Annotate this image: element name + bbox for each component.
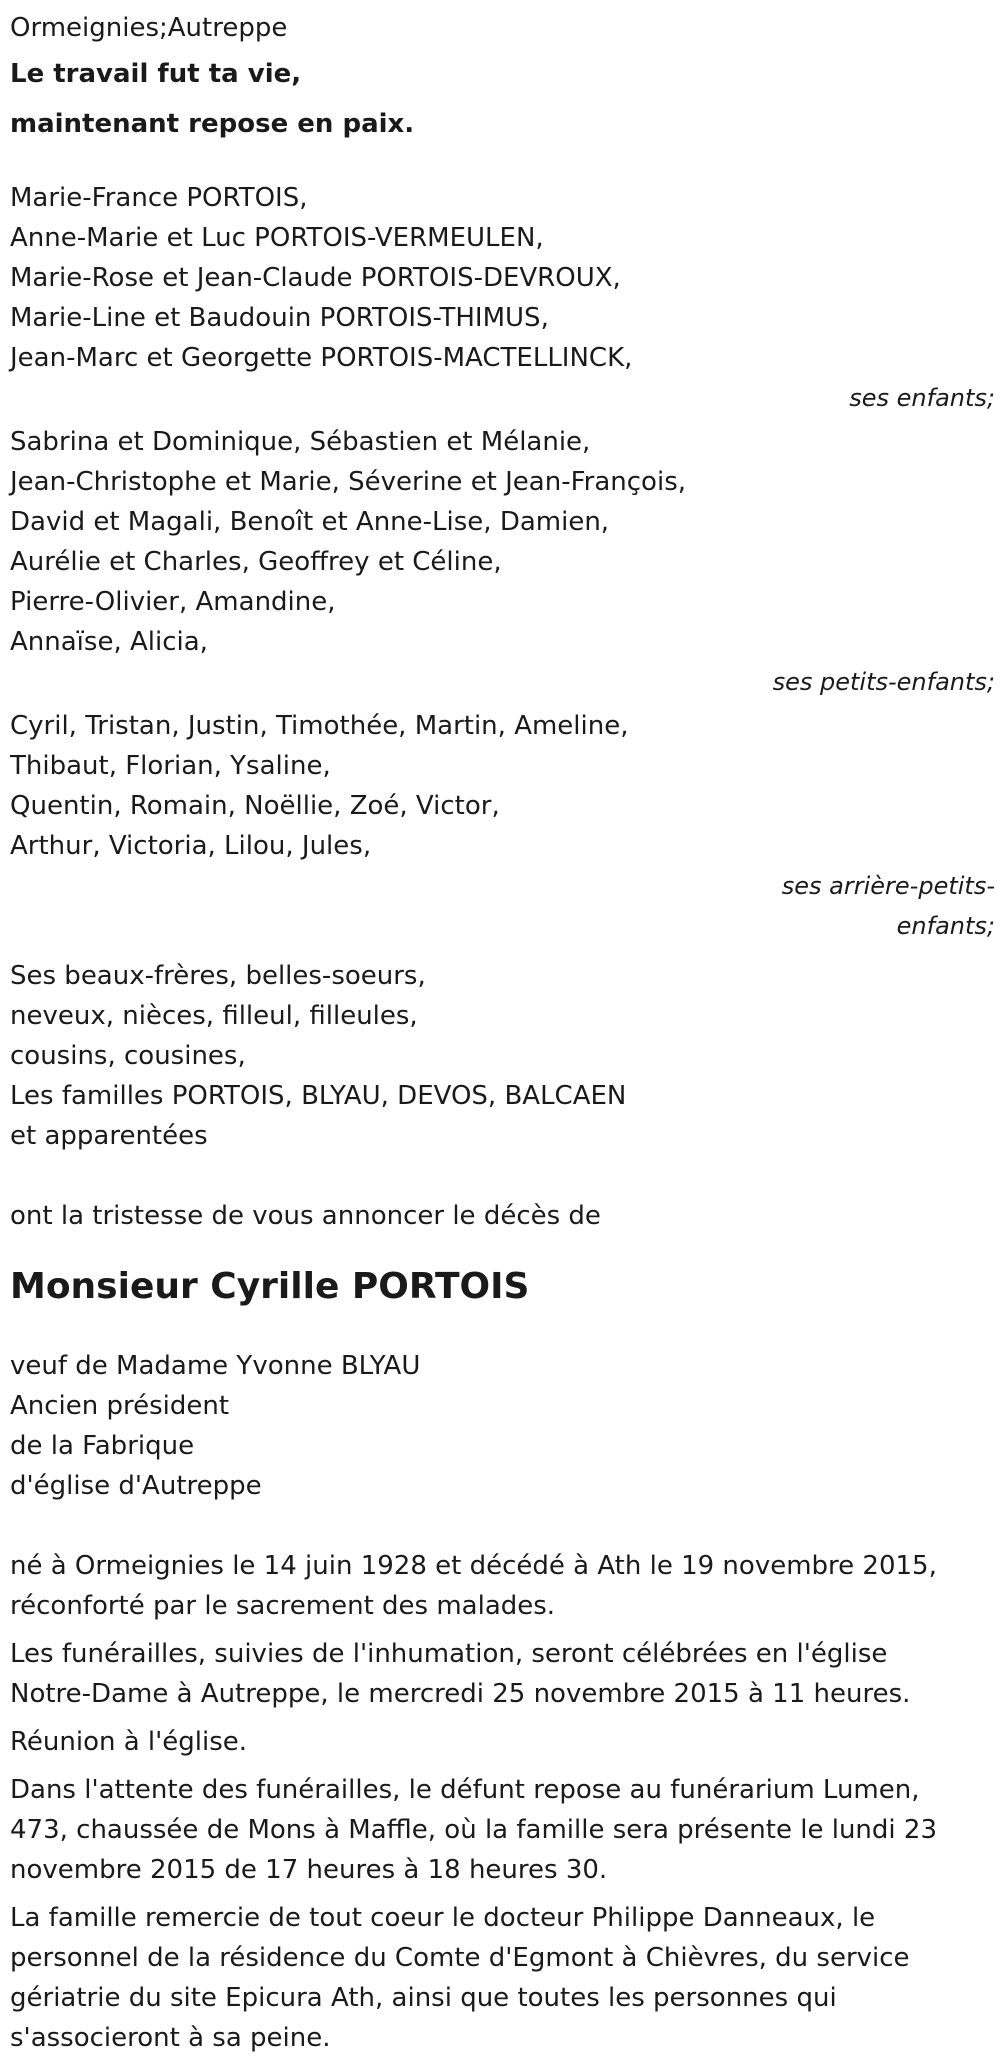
places: Ormeignies;Autreppe xyxy=(10,13,288,43)
great-grandchildren-role-2: enfants; xyxy=(896,912,995,940)
family-line: et apparentées xyxy=(10,1121,208,1151)
great-grandchild-line: Quentin, Romain, Noëllie, Zoé, Victor, xyxy=(10,791,500,821)
great-grandchildren-section xyxy=(10,706,995,946)
announcement: ont la tristesse de vous annoncer le décès de xyxy=(10,1201,601,1231)
child-line: Anne-Marie et Luc PORTOIS-VERMEULEN, xyxy=(10,223,544,253)
grandchild-line: David et Magali, Benoît et Anne-Lise, Damien, xyxy=(10,507,610,537)
wake-line-3: novembre 2015 de 17 heures à 18 heures 30. xyxy=(10,1855,608,1885)
funeral-line-2: Notre-Dame à Autreppe, le mercredi 25 novembre 2015 à 11 heures. xyxy=(10,1679,911,1709)
quote-line-1: Le travail fut ta vie, xyxy=(10,59,302,89)
child-line: Jean-Marc et Georgette PORTOIS-MACTELLINCK, xyxy=(10,343,633,373)
child-line: Marie-Rose et Jean-Claude PORTOIS-DEVROUX, xyxy=(10,263,621,293)
wake-line-1: Dans l'attente des funérailles, le défunt repose au funérarium Lumen, xyxy=(10,1775,920,1805)
thanks-line-1: La famille remercie de tout coeur le docteur Philippe Danneaux, le xyxy=(10,1903,876,1933)
deceased-name: Monsieur Cyrille PORTOIS xyxy=(10,1266,530,1307)
family-section xyxy=(10,956,995,1156)
grandchildren-section xyxy=(10,422,995,702)
children-section xyxy=(10,178,995,418)
great-grandchild-line: Cyril, Tristan, Justin, Timothée, Martin, Ameline, xyxy=(10,711,629,741)
grandchild-line: Aurélie et Charles, Geoffrey et Céline, xyxy=(10,547,502,577)
thanks-line-4: s'associeront à sa peine. xyxy=(10,2023,331,2053)
thanks-line-3: gériatrie du site Epicura Ath, ainsi que toutes les personnes qui xyxy=(10,1983,837,2013)
grandchildren-role: ses petits-enfants; xyxy=(772,668,995,696)
obituary-page xyxy=(10,8,995,2058)
child-line: Marie-Line et Baudouin PORTOIS-THIMUS, xyxy=(10,303,549,333)
grandchild-line: Pierre-Olivier, Amandine, xyxy=(10,587,336,617)
wake-line-2: 473, chaussée de Mons à Maffle, où la famille sera présente le lundi 23 xyxy=(10,1815,937,1845)
grandchild-line: Annaïse, Alicia, xyxy=(10,627,208,657)
family-line: Ses beaux-frères, belles-soeurs, xyxy=(10,961,426,991)
children-role: ses enfants; xyxy=(849,384,995,412)
deceased-line: Ancien président xyxy=(10,1391,230,1421)
great-grandchild-line: Thibaut, Florian, Ysaline, xyxy=(10,751,331,781)
great-grandchild-line: Arthur, Victoria, Lilou, Jules, xyxy=(10,831,372,861)
grandchild-line: Sabrina et Dominique, Sébastien et Mélanie, xyxy=(10,427,591,457)
quote-line-2: maintenant repose en paix. xyxy=(10,109,415,139)
birth-death-line-1: né à Ormeignies le 14 juin 1928 et décédé à Ath le 19 novembre 2015, xyxy=(10,1551,937,1581)
deceased-details xyxy=(10,1346,995,1506)
funeral-line-1: Les funérailles, suivies de l'inhumation, seront célébrées en l'église xyxy=(10,1639,888,1669)
grandchild-line: Jean-Christophe et Marie, Séverine et Jean-François, xyxy=(10,467,686,497)
ceremony-details xyxy=(10,1546,995,2058)
family-line: neveux, nièces, filleul, filleules, xyxy=(10,1001,418,1031)
meeting-line: Réunion à l'église. xyxy=(10,1727,248,1757)
birth-death-line-2: réconforté par le sacrement des malades. xyxy=(10,1591,556,1621)
deceased-line: de la Fabrique xyxy=(10,1431,195,1461)
child-line: Marie-France PORTOIS, xyxy=(10,183,308,213)
family-line: cousins, cousines, xyxy=(10,1041,246,1071)
thanks-line-2: personnel de la résidence du Comte d'Egmont à Chièvres, du service xyxy=(10,1943,910,1973)
family-line: Les familles PORTOIS, BLYAU, DEVOS, BALCAEN xyxy=(10,1081,627,1111)
great-grandchildren-role-1: ses arrière-petits- xyxy=(781,872,995,900)
deceased-line: d'église d'Autreppe xyxy=(10,1471,262,1501)
header xyxy=(10,8,995,144)
deceased-line: veuf de Madame Yvonne BLYAU xyxy=(10,1351,421,1381)
